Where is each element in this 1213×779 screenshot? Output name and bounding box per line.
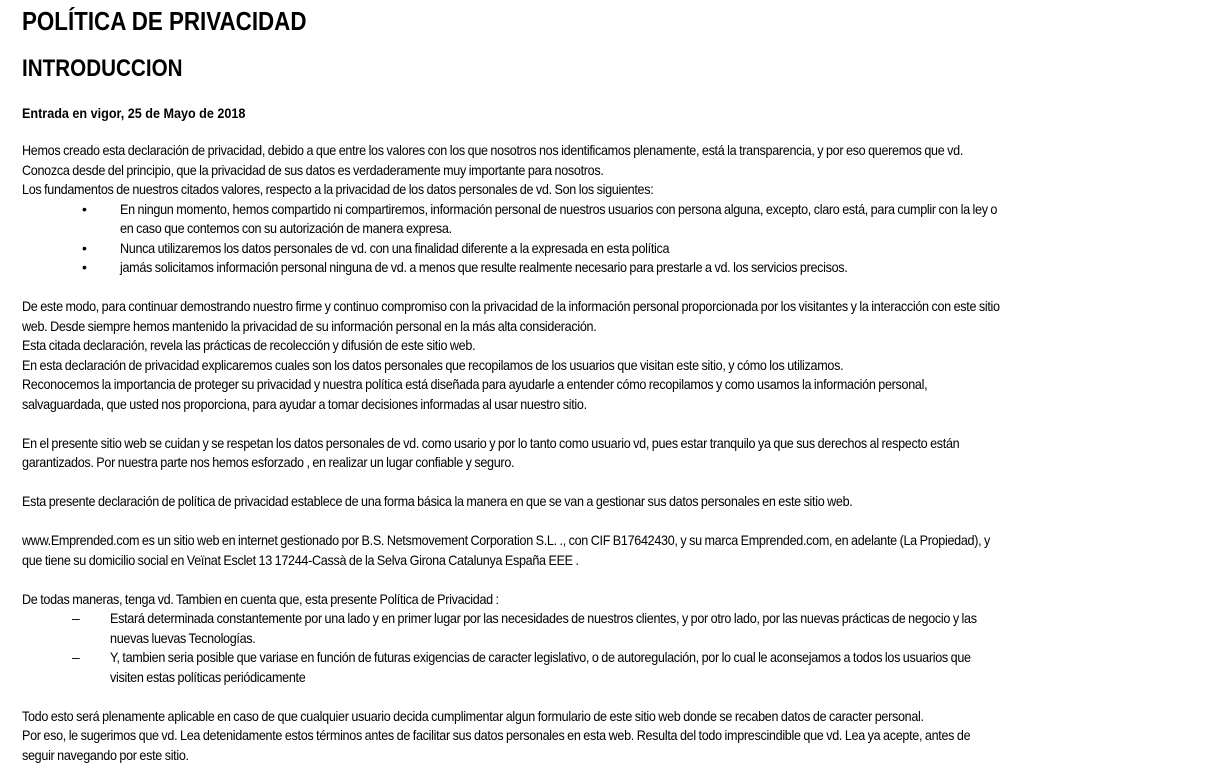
bullet-icon: • xyxy=(82,239,87,256)
policy-body xyxy=(22,141,1191,765)
bullet-icon: • xyxy=(82,259,87,275)
commitment-line: Esta citada declaración, revela las prácticas de recolección y difusión de este sitio web. xyxy=(22,337,476,353)
commitment-line: Reconocemos la importancia de proteger su privacidad y nuestra política está diseñada para ayudarle a entender cómo recopilamos y como usamos la información personal, xyxy=(22,376,928,392)
list-item-text: visiten estas políticas periódicamente xyxy=(110,668,306,685)
scope-paragraph xyxy=(22,492,1191,512)
list-item xyxy=(22,258,1191,278)
list-item-text: jamás solicitamos información personal ninguna de vd. a menos que resulte realmente necesario para prestarle a vd. los servicios precisos. xyxy=(120,259,848,275)
list-item-text: Y, tambien seria posible que variase en función de futuras exigencias de caracter legislativo, o de autoregulación, por lo cual le aconsejamos a todos los usuarios que xyxy=(110,649,971,665)
principles-list xyxy=(22,200,1191,278)
effective-date: Entrada en vigor, 25 de Mayo de 2018 xyxy=(22,105,246,121)
notice-paragraph xyxy=(22,590,1191,610)
scope-line: Esta presente declaración de política de privacidad establece de una forma básica la manera en que se van a gestionar sus datos personales en este sitio web. xyxy=(22,493,853,509)
list-item xyxy=(22,609,1191,648)
bullet-icon: • xyxy=(82,200,87,217)
list-item xyxy=(22,200,1191,239)
intro-paragraph xyxy=(22,141,1191,200)
owner-line: que tiene su domicilio social en Veïnat Esclet 13 17244-Cassà de la Selva Girona Catalunya España EEE . xyxy=(22,551,579,568)
owner-paragraph xyxy=(22,531,1191,570)
closing-line: Todo esto será plenamente aplicable en caso de que cualquier usuario decida cumplimentar algun formulario de este sitio web donde se recaben datos de caracter personal. xyxy=(22,707,924,724)
commitment-line: web. Desde siempre hemos mantenido la privacidad de su información personal en la más alta consideración. xyxy=(22,317,597,334)
intro-line: Los fundamentos de nuestros citados valores, respecto a la privacidad de los datos personales de vd. Son los siguientes: xyxy=(22,181,654,197)
intro-line: Hemos creado esta declaración de privacidad, debido a que entre los valores con los que nosotros nos identificamos plenamente, está la transparencia, y por eso queremos que vd. xyxy=(22,142,964,158)
list-item-text: En ningun momento, hemos compartido ni compartiremos, información personal de nuestros usuarios con persona alguna, excepto, claro está, para cumplir con la ley o xyxy=(120,200,998,217)
section-title: INTRODUCCION xyxy=(22,55,183,82)
list-item-text: nuevas luevas Tecnologías. xyxy=(110,629,256,646)
list-item xyxy=(22,648,1191,687)
commitment-paragraph xyxy=(22,297,1191,414)
commitment-line: En esta declaración de privacidad explicaremos cuales son los datos personales que recopilamos de los usuarios que visitan este sitio, y cómo los utilizamos. xyxy=(22,356,844,373)
owner-line: www.Emprended.com es un sitio web en internet gestionado por B.S. Netsmovement Corporation S.L. ., con CIF B17642430, y su marca Emprended.com, en adelante (La Propiedad), y xyxy=(22,532,991,548)
commitment-line: salvaguardada, que usted nos proporciona, para ayudar a tomar decisiones informadas al usar nuestro sitio. xyxy=(22,395,587,412)
respect-line: garantizados. Por nuestra parte nos hemos esforzado , en realizar un lugar confiable y seguro. xyxy=(22,454,515,470)
notices-list xyxy=(22,609,1191,687)
notice-intro: De todas maneras, tenga vd. Tambien en cuenta que, esta presente Política de Privacidad : xyxy=(22,590,499,607)
closing-line: seguir navegando por este sitio. xyxy=(22,746,189,763)
page-title: POLÍTICA DE PRIVACIDAD xyxy=(22,6,307,36)
respect-paragraph xyxy=(22,434,1191,473)
dash-icon: – xyxy=(72,649,80,665)
respect-line: En el presente sitio web se cuidan y se respetan los datos personales de vd. como usario y por lo tanto como usuario vd, pues estar tranquilo ya que sus derechos al respecto están xyxy=(22,434,960,451)
closing-line: Por eso, le sugerimos que vd. Lea detenidamente estos términos antes de facilitar sus datos personales en esta web. Resulta del todo imprescindible que vd. Lea ya acepte, antes de xyxy=(22,727,971,743)
list-item-text: Nunca utilizaremos los datos personales de vd. con una finalidad diferente a la expresada en esta política xyxy=(120,239,670,256)
list-item-text: en caso que contemos con su autorización de manera expresa. xyxy=(120,220,452,236)
list-item xyxy=(22,239,1191,259)
dash-icon: – xyxy=(72,610,80,626)
list-item-text: Estará determinada constantemente por una lado y en primer lugar por las necesidades de nuestros clientes, y por otro lado, por las nuevas prácticas de negocio y las xyxy=(110,610,977,626)
closing-paragraph xyxy=(22,707,1191,766)
commitment-line: De este modo, para continuar demostrando nuestro firme y continuo compromiso con la privacidad de la información personal proporcionada por los visitantes y la interacción con este sitio xyxy=(22,298,1000,314)
intro-line: Conozca desde del principio, que la privacidad de sus datos es verdaderamente muy importante para nosotros. xyxy=(22,161,604,178)
